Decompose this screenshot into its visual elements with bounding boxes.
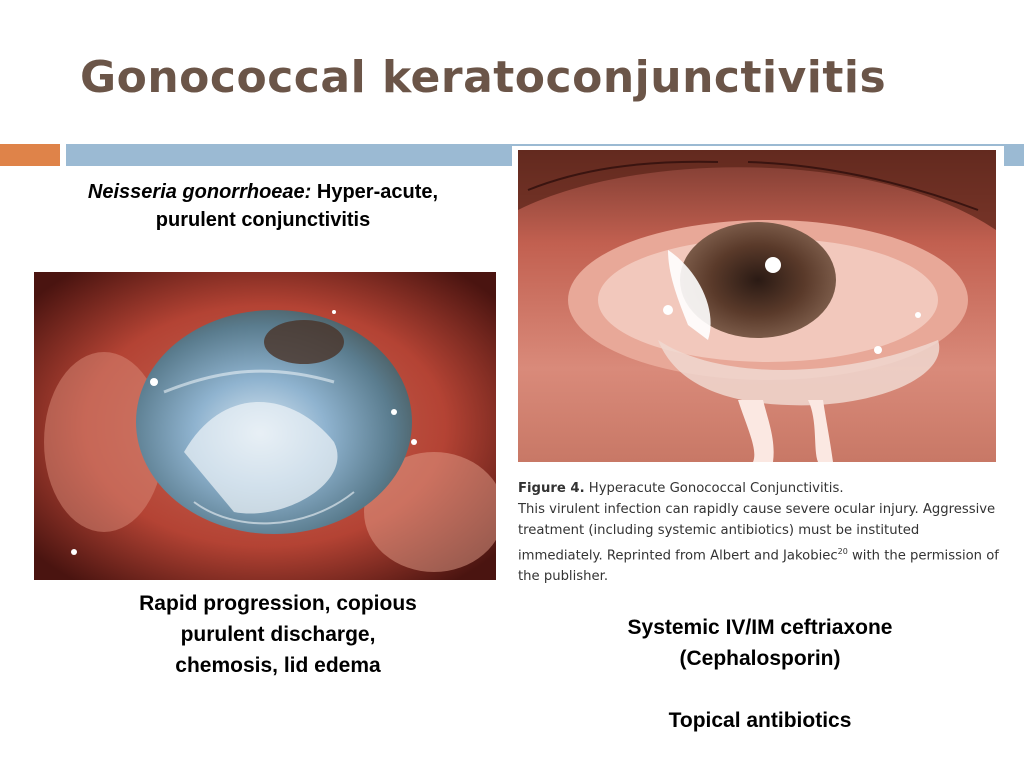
top-caption-text: Hyper-acute, purulent conjunctivitis xyxy=(155,181,439,231)
treatment-line-3: Topical antibiotics xyxy=(668,709,852,732)
cornea-photo xyxy=(34,272,496,580)
treatment-line-2: (Cephalosporin) xyxy=(679,647,841,670)
organism-name: Neisseria gonorrhoeae: xyxy=(87,181,312,203)
treatment-line-1: Systemic IV/IM ceftriaxone xyxy=(627,616,893,639)
figure-title: Hyperacute Gonococcal Conjunctivitis. xyxy=(584,481,844,496)
top-caption xyxy=(60,178,466,234)
figure-body: This virulent infection can rapidly cause severe ocular injury. Aggressive treatment (including systemic antibiotics) must be instituted immediately. Reprinted from Albert and Jakobiec xyxy=(518,502,996,564)
figure-label: Figure 4. xyxy=(518,481,585,496)
treatment-caption xyxy=(560,612,960,736)
eye-discharge-photo xyxy=(518,150,996,462)
figure-reference: 20 xyxy=(837,547,848,556)
figure-panel xyxy=(512,146,1004,584)
clinical-features-caption: Rapid progression, copious purulent discharge, chemosis, lid edema xyxy=(139,592,417,677)
figure-caption xyxy=(518,478,1002,587)
accent-bar-orange xyxy=(0,144,60,166)
slide-title: Gonococcal keratoconjunctivitis xyxy=(80,52,887,103)
figure-tail: with the permission of the publisher. xyxy=(518,548,999,585)
